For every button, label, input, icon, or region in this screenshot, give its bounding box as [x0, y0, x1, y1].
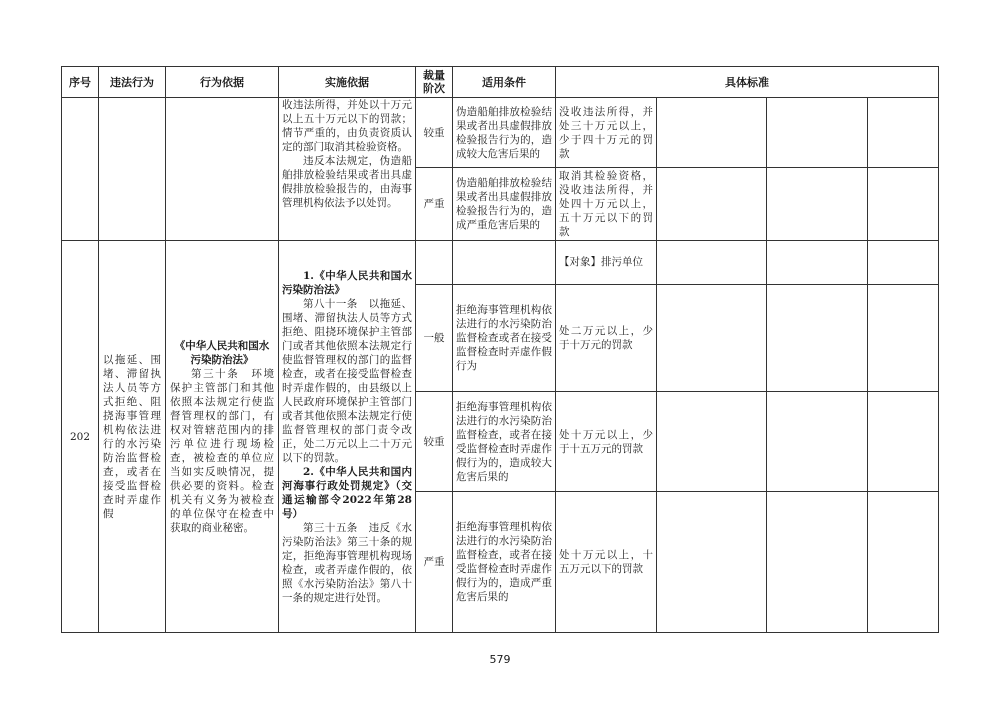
table-header-row — [62, 67, 939, 98]
cont-seq-cell — [62, 98, 99, 241]
page-number: 579 — [489, 653, 511, 666]
item-seq: 202 — [62, 241, 99, 633]
discretion-level: 一般 — [416, 285, 453, 392]
empty-cell — [657, 492, 767, 633]
basis-law-title: 《中华人民共和国水污染防治法》 — [174, 339, 270, 366]
empty-cell — [868, 98, 939, 168]
impl-law-title-2: 2.《中华人民共和国内河海事行政处罚规定》（交通运输部令2022年第28号） — [282, 465, 412, 520]
condition-text: 拒绝海事管理机构依法进行的水污染防治监督检查或者在接受监督检查时弄虚作假行为 — [453, 285, 556, 392]
empty-cell — [767, 241, 868, 285]
standard-text: 处十万元以上，十五万元以下的罚款 — [556, 492, 657, 633]
header-applicable-conditions: 适用条件 — [453, 67, 556, 98]
item-behavior-basis — [166, 241, 279, 633]
empty-cell — [868, 285, 939, 392]
impl-article-text-1: 第八十一条 以拖延、围堵、滞留执法人员等方式拒绝、阻挠环境保护主管部门或者其他依照本法规定行使监督管理权的部门的监督检查，或者在接受监督检查时弄虚作假的，由县级以上人民政府环境保护主管部门或者其他依照本法规定行使监督管理权的部门责令改正，处二万元以上二十万元以下的罚款。 — [282, 297, 412, 464]
cont-impl-cell — [279, 98, 416, 241]
empty-cell — [657, 241, 767, 285]
header-specific-standard: 具体标准 — [556, 67, 939, 98]
penalty-standard-table — [61, 66, 939, 633]
impl-law-title-1: 1.《中华人民共和国水污染防治法》 — [282, 269, 412, 296]
empty-cell — [767, 285, 868, 392]
empty-cell — [767, 392, 868, 492]
discretion-level: 严重 — [416, 168, 453, 241]
standard-text: 取消其检验资格，没收违法所得，并处四十万元以上，五十万元以下的罚款 — [556, 168, 657, 241]
standard-text: 没收违法所得，并处三十万元以上，少于四十万元的罚款 — [556, 98, 657, 168]
discretion-level: 较重 — [416, 392, 453, 492]
discretion-level: 较重 — [416, 98, 453, 168]
condition-text: 伪造船舶排放检验结果或者出具虚假排放检验报告行为的，造成严重危害后果的 — [453, 168, 556, 241]
empty-cell — [868, 392, 939, 492]
empty-cell — [657, 392, 767, 492]
empty-cell — [868, 168, 939, 241]
empty-cell — [416, 241, 453, 285]
discretion-level: 严重 — [416, 492, 453, 633]
header-implementation-basis: 实施依据 — [279, 67, 416, 98]
item-implementation-basis — [279, 241, 416, 633]
table-row — [62, 98, 939, 168]
impl-article-text-2: 第三十五条 违反《水污染防治法》第三十条的规定，拒绝海事管理机构现场检查，或者弄虚作假的，依照《水污染防治法》第八十一条的规定进行处罚。 — [282, 521, 412, 604]
cont-impl-text2: 违反本法规定，伪造船舶排放检验结果或者出具虚假排放检验报告的，由海事管理机构依法予以处罚。 — [282, 155, 412, 209]
cont-violation-cell — [99, 98, 166, 241]
header-seq: 序号 — [62, 67, 99, 98]
condition-text: 伪造船舶排放检验结果或者出具虚假排放检验报告行为的，造成较大危害后果的 — [453, 98, 556, 168]
cont-impl-text: 收违法所得，并处以十万元以上五十万元以下的罚款；情节严重的，由负责资质认定的部门取消其检验资格。 — [282, 99, 412, 153]
table-row — [62, 241, 939, 285]
empty-cell — [657, 285, 767, 392]
empty-cell — [767, 98, 868, 168]
empty-cell — [453, 241, 556, 285]
header-behavior-basis: 行为依据 — [166, 67, 279, 98]
empty-cell — [767, 168, 868, 241]
cont-basis-cell — [166, 98, 279, 241]
basis-article-text: 第三十条 环境保护主管部门和其他依照本法规定行使监督管理权的部门，有权对管辖范围内的排污单位进行现场检查，被检查的单位应当如实反映情况，提供必要的资料。检查机关有义务为被检查的单位保守在检查中获取的商业秘密。 — [170, 367, 274, 534]
header-discretion-level: 裁量 阶次 — [416, 67, 453, 98]
item-violation: 以拖延、围堵、滞留执法人员等方式拒绝、阻挠海事管理机构依法进行的水污染防治监督检查，或者在接受监督检查时弄虚作假 — [99, 241, 166, 633]
target-text: 【对象】排污单位 — [556, 241, 657, 285]
standard-text: 处二万元以上，少于十万元的罚款 — [556, 285, 657, 392]
empty-cell — [657, 168, 767, 241]
condition-text: 拒绝海事管理机构依法进行的水污染防治监督检查，或者在接受监督检查时弄虚作假行为的，造成严重危害后果的 — [453, 492, 556, 633]
empty-cell — [767, 492, 868, 633]
header-violation: 违法行为 — [99, 67, 166, 98]
standard-text: 处十万元以上，少于十五万元的罚款 — [556, 392, 657, 492]
condition-text: 拒绝海事管理机构依法进行的水污染防治监督检查，或者在接受监督检查时弄虚作假行为的，造成较大危害后果的 — [453, 392, 556, 492]
empty-cell — [657, 98, 767, 168]
empty-cell — [868, 241, 939, 285]
empty-cell — [868, 492, 939, 633]
